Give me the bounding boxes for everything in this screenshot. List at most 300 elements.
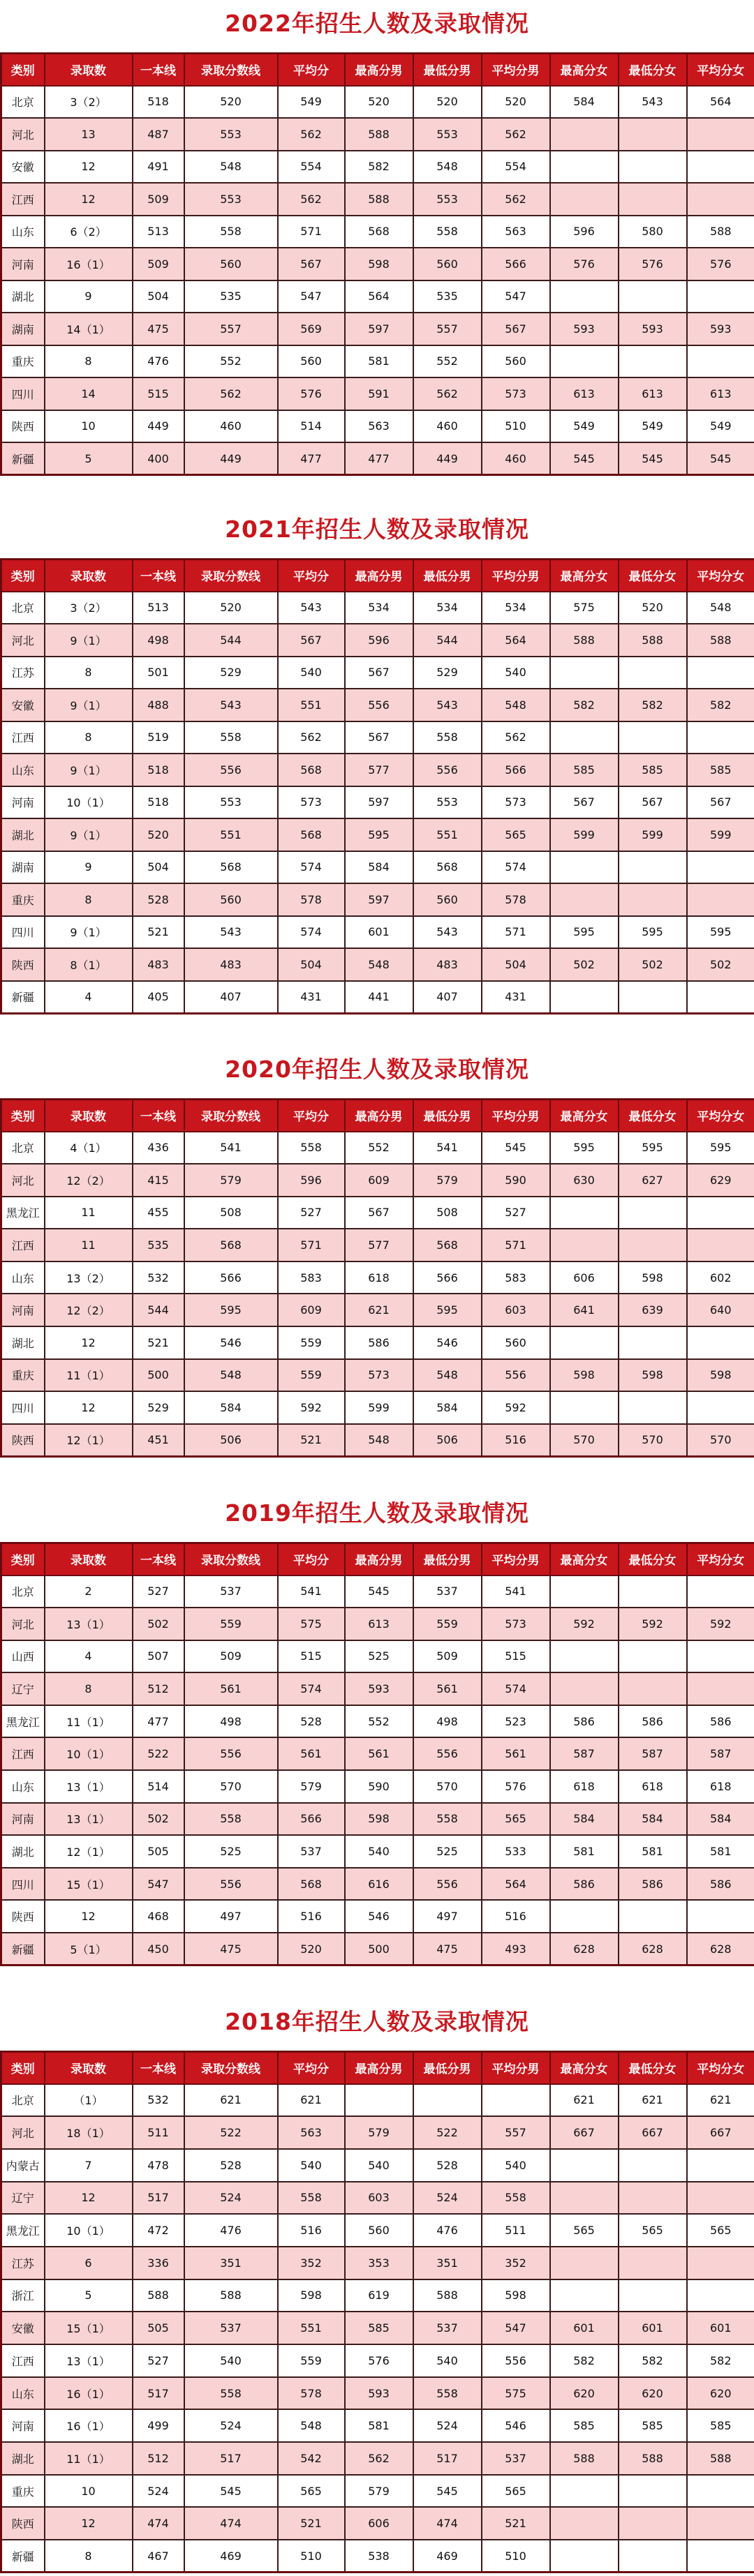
province-cell: 河北	[1, 2116, 45, 2149]
table-cell: 616	[345, 1868, 413, 1901]
table-cell	[550, 118, 619, 151]
table-cell	[619, 1575, 687, 1608]
table-cell: 11（1）	[45, 2442, 133, 2475]
table-cell: 450	[133, 1933, 184, 1965]
table-cell: 18（1）	[45, 2116, 133, 2149]
table-cell: 628	[619, 1933, 687, 1965]
table-cell: 528	[278, 1705, 345, 1738]
table-cell: 587	[687, 1737, 754, 1770]
table-row	[1, 1197, 754, 1229]
table-cell: 543	[619, 86, 687, 119]
table-cell: 502	[687, 948, 754, 981]
column-header: 最低分男	[413, 560, 482, 592]
table-cell: 567	[345, 1197, 413, 1229]
table-cell: 593	[619, 313, 687, 345]
province-cell: 陕西	[1, 2507, 45, 2540]
table-cell: 8	[45, 1672, 133, 1705]
table-cell: 640	[687, 1294, 754, 1326]
table-cell: 558	[184, 1803, 278, 1836]
table-cell: 569	[278, 313, 345, 345]
table-cell: 601	[687, 2312, 754, 2344]
column-header: 录取数	[45, 54, 133, 86]
table-cell	[619, 151, 687, 184]
table-cell: 567	[619, 786, 687, 819]
province-cell: 四川	[1, 916, 45, 949]
table-cell: 585	[619, 754, 687, 786]
province-cell: 浙江	[1, 2279, 45, 2312]
table-cell: 585	[687, 754, 754, 786]
table-cell: 581	[550, 1835, 619, 1868]
table-row	[1, 1608, 754, 1640]
table-cell: 11	[45, 1197, 133, 1229]
table-cell	[687, 2247, 754, 2279]
table-cell: 579	[184, 1164, 278, 1197]
table-cell: 586	[345, 1326, 413, 1359]
table-cell: 541	[184, 1132, 278, 1165]
table-cell: 567	[345, 721, 413, 754]
table-row	[1, 2312, 754, 2344]
table-cell: 521	[278, 2507, 345, 2540]
table-cell	[687, 1229, 754, 1261]
column-header: 一本线	[133, 1100, 184, 1132]
column-header: 录取数	[45, 2052, 133, 2084]
table-cell: 548	[413, 1359, 482, 1392]
table-cell: 460	[482, 442, 550, 475]
table-cell: 8（1）	[45, 948, 133, 981]
table-cell: 518	[133, 86, 184, 119]
table-cell: 558	[278, 1132, 345, 1165]
table-cell: 520	[278, 1933, 345, 1965]
table-cell: 586	[619, 1705, 687, 1738]
table-cell	[619, 2247, 687, 2279]
column-header: 平均分女	[687, 560, 754, 592]
province-cell: 新疆	[1, 2540, 45, 2573]
table-cell: 524	[184, 2182, 278, 2215]
table-row	[1, 2442, 754, 2475]
table-cell: 619	[345, 2279, 413, 2312]
table-cell: 511	[133, 2116, 184, 2149]
table-cell: 500	[133, 1359, 184, 1392]
table-cell: 588	[184, 2279, 278, 2312]
table-cell: 532	[133, 1261, 184, 1294]
table-row	[1, 345, 754, 378]
table-cell: 595	[619, 916, 687, 949]
table-cell: 556	[413, 1737, 482, 1770]
province-cell: 新疆	[1, 442, 45, 475]
table-cell	[687, 183, 754, 216]
table-cell	[550, 280, 619, 313]
table-cell: 2	[45, 1575, 133, 1608]
table-cell	[619, 2475, 687, 2508]
table-cell: 4（1）	[45, 1132, 133, 1165]
table-cell: 561	[482, 1737, 550, 1770]
table-cell: 537	[413, 1575, 482, 1608]
table-cell: 598	[482, 2279, 550, 2312]
table-cell: 537	[413, 2312, 482, 2344]
table-row	[1, 183, 754, 216]
column-header: 最低分女	[619, 1100, 687, 1132]
table-cell: 528	[184, 2149, 278, 2182]
table-cell: 592	[687, 1608, 754, 1640]
table-cell: 540	[278, 2149, 345, 2182]
table-cell: 598	[619, 1261, 687, 1294]
table-cell: 515	[133, 377, 184, 410]
province-cell: 安徽	[1, 2312, 45, 2344]
table-cell: 549	[550, 410, 619, 443]
column-header: 录取数	[45, 560, 133, 592]
table-cell: 513	[133, 592, 184, 624]
table-cell: 584	[184, 1391, 278, 1424]
table-cell: 534	[413, 592, 482, 624]
table-cell: 521	[133, 916, 184, 949]
table-cell: 558	[184, 216, 278, 248]
table-cell: 588	[550, 624, 619, 657]
table-cell: 588	[619, 624, 687, 657]
table-row	[1, 2507, 754, 2540]
table-cell: 571	[482, 1229, 550, 1261]
table-cell: 498	[184, 1705, 278, 1738]
table-cell: 541	[413, 1132, 482, 1165]
province-cell: 江西	[1, 1737, 45, 1770]
province-cell: 山西	[1, 1640, 45, 1673]
table-cell: 588	[687, 216, 754, 248]
table-cell: 521	[133, 1326, 184, 1359]
table-cell: 547	[482, 280, 550, 313]
table-cell: 553	[413, 786, 482, 819]
table-cell	[550, 851, 619, 884]
table-row	[1, 2182, 754, 2215]
table-cell: 517	[413, 2442, 482, 2475]
table-cell: 10	[45, 2475, 133, 2508]
table-cell: 613	[619, 377, 687, 410]
table-cell: 579	[345, 2116, 413, 2149]
column-header: 最高分男	[345, 1543, 413, 1575]
table-cell: 582	[687, 2344, 754, 2377]
table-cell: 6	[45, 2247, 133, 2279]
table-row	[1, 624, 754, 657]
table-cell: 578	[278, 2377, 345, 2410]
table-cell	[619, 981, 687, 1014]
table-cell: 545	[482, 1132, 550, 1165]
table-cell: 487	[133, 118, 184, 151]
table-cell: 553	[184, 786, 278, 819]
table-cell	[619, 883, 687, 916]
table-cell: 566	[482, 754, 550, 786]
table-cell: 573	[482, 377, 550, 410]
table-cell: 560	[184, 883, 278, 916]
table-row	[1, 2247, 754, 2279]
table-cell: 592	[482, 1391, 550, 1424]
table-cell: 407	[184, 981, 278, 1014]
table-cell: 565	[278, 2475, 345, 2508]
column-header: 最高分女	[550, 560, 619, 592]
table-cell: 597	[345, 883, 413, 916]
table-cell: 436	[133, 1132, 184, 1165]
table-cell	[550, 657, 619, 689]
table-cell	[550, 183, 619, 216]
table-cell: 523	[482, 1705, 550, 1738]
table-cell: 598	[345, 1803, 413, 1836]
table-cell: 570	[550, 1424, 619, 1457]
table-cell: 587	[550, 1737, 619, 1770]
table-cell: 567	[687, 786, 754, 819]
table-cell: 582	[345, 151, 413, 184]
table-cell: 545	[345, 1575, 413, 1608]
table-cell: 579	[413, 1164, 482, 1197]
table-cell	[619, 183, 687, 216]
column-header: 平均分	[278, 2052, 345, 2084]
table-cell: 10（1）	[45, 786, 133, 819]
admission-table	[0, 558, 754, 1014]
column-header: 最低分男	[413, 54, 482, 86]
table-cell: 548	[413, 151, 482, 184]
column-header: 类别	[1, 560, 45, 592]
table-cell: 585	[550, 2409, 619, 2442]
table-cell: 9	[45, 280, 133, 313]
table-cell: 13（1）	[45, 1770, 133, 1803]
table-cell: 574	[278, 916, 345, 949]
table-cell: 10	[45, 410, 133, 443]
admission-table	[0, 1542, 754, 1966]
table-cell: 574	[482, 1672, 550, 1705]
table-cell: 12	[45, 151, 133, 184]
table-cell: 540	[278, 657, 345, 689]
table-row	[1, 1640, 754, 1673]
table-cell: 449	[413, 442, 482, 475]
table-cell: 529	[184, 657, 278, 689]
table-cell: 520	[619, 592, 687, 624]
table-cell: 537	[278, 1835, 345, 1868]
table-cell: 585	[345, 2312, 413, 2344]
table-cell	[687, 1197, 754, 1229]
table-cell: 537	[184, 2312, 278, 2344]
table-cell: 12（1）	[45, 1835, 133, 1868]
table-cell: 562	[482, 183, 550, 216]
table-cell: 601	[550, 2312, 619, 2344]
table-cell: 477	[345, 442, 413, 475]
table-cell: 543	[413, 916, 482, 949]
table-cell	[619, 280, 687, 313]
table-cell	[550, 2247, 619, 2279]
province-cell: 湖南	[1, 851, 45, 884]
table-row	[1, 118, 754, 151]
table-cell: 540	[345, 1835, 413, 1868]
column-header: 录取分数线	[184, 2052, 278, 2084]
column-header: 最高分男	[345, 2052, 413, 2084]
table-cell: 509	[413, 1640, 482, 1673]
table-cell: 483	[413, 948, 482, 981]
table-cell: 4	[45, 981, 133, 1014]
table-cell	[687, 118, 754, 151]
table-cell: 476	[413, 2214, 482, 2247]
table-cell: 535	[184, 280, 278, 313]
table-cell: 621	[619, 2084, 687, 2117]
table-cell	[619, 721, 687, 754]
table-cell	[687, 2475, 754, 2508]
province-cell: 陕西	[1, 410, 45, 443]
table-cell: 584	[619, 1803, 687, 1836]
table-row	[1, 2116, 754, 2149]
table-cell: 582	[687, 689, 754, 721]
province-cell: 湖北	[1, 280, 45, 313]
table-cell	[687, 2507, 754, 2540]
header-row	[1, 2052, 754, 2084]
table-row	[1, 818, 754, 851]
header-row	[1, 1100, 754, 1132]
table-cell	[550, 151, 619, 184]
table-cell: 603	[482, 1294, 550, 1326]
table-cell: 505	[133, 1835, 184, 1868]
column-header: 最低分女	[619, 54, 687, 86]
province-cell: 湖北	[1, 2442, 45, 2475]
table-cell: 516	[482, 1424, 550, 1457]
table-cell: 562	[413, 377, 482, 410]
table-cell: 521	[482, 2507, 550, 2540]
table-row	[1, 851, 754, 884]
table-cell	[619, 2149, 687, 2182]
column-header: 录取分数线	[184, 1543, 278, 1575]
header-row	[1, 560, 754, 592]
table-cell: 559	[278, 2344, 345, 2377]
table-cell: 517	[133, 2182, 184, 2215]
table-cell: 10（1）	[45, 1737, 133, 1770]
table-cell: 504	[133, 280, 184, 313]
table-cell: 14（1）	[45, 313, 133, 345]
table-cell: 12	[45, 2182, 133, 2215]
table-cell: 584	[550, 86, 619, 119]
table-cell: 534	[482, 592, 550, 624]
table-row	[1, 216, 754, 248]
table-cell: 515	[278, 1640, 345, 1673]
table-cell: 586	[619, 1868, 687, 1901]
province-cell: 山东	[1, 754, 45, 786]
table-cell	[687, 2540, 754, 2573]
table-cell: 477	[278, 442, 345, 475]
table-cell: 558	[413, 2377, 482, 2410]
table-cell: 561	[345, 1737, 413, 1770]
table-cell: 602	[687, 1261, 754, 1294]
table-cell	[619, 118, 687, 151]
table-cell: 584	[550, 1803, 619, 1836]
table-cell: 578	[278, 883, 345, 916]
column-header: 平均分男	[482, 1543, 550, 1575]
column-header: 类别	[1, 1543, 45, 1575]
table-cell: 544	[413, 624, 482, 657]
table-cell: 568	[278, 1868, 345, 1901]
province-cell: 河北	[1, 624, 45, 657]
province-cell: 河北	[1, 118, 45, 151]
column-header: 最低分女	[619, 560, 687, 592]
table-cell: 511	[482, 2214, 550, 2247]
table-cell: 505	[133, 2312, 184, 2344]
table-cell	[687, 1391, 754, 1424]
table-cell: 630	[550, 1164, 619, 1197]
table-cell: 620	[687, 2377, 754, 2410]
table-cell: 552	[184, 345, 278, 378]
table-cell	[550, 2182, 619, 2215]
table-cell: 565	[482, 818, 550, 851]
column-header: 平均分男	[482, 1100, 550, 1132]
table-cell: 507	[133, 1640, 184, 1673]
table-cell: 540	[413, 2344, 482, 2377]
section-title: 2018年招生人数及录取情况	[225, 2008, 529, 2035]
table-row	[1, 2475, 754, 2508]
table-row	[1, 2279, 754, 2312]
table-row	[1, 2084, 754, 2117]
table-cell: 8	[45, 2540, 133, 2573]
table-row	[1, 1933, 754, 1965]
column-header: 最高分男	[345, 560, 413, 592]
table-cell: 595	[413, 1294, 482, 1326]
table-cell: 564	[687, 86, 754, 119]
table-cell: 13（1）	[45, 2344, 133, 2377]
table-cell	[687, 2149, 754, 2182]
table-cell: 563	[278, 2116, 345, 2149]
table-cell: 596	[278, 1164, 345, 1197]
table-cell: 560	[278, 345, 345, 378]
table-cell: 570	[413, 1770, 482, 1803]
column-header: 类别	[1, 1100, 45, 1132]
table-cell: 592	[550, 1608, 619, 1640]
table-cell: 620	[619, 2377, 687, 2410]
table-cell: 510	[278, 2540, 345, 2573]
table-row	[1, 1424, 754, 1457]
table-cell: 497	[184, 1900, 278, 1933]
table-cell: 621	[687, 2084, 754, 2117]
table-cell: 545	[413, 2475, 482, 2508]
table-cell	[482, 2084, 550, 2117]
table-cell: 498	[413, 1705, 482, 1738]
table-cell: 548	[345, 948, 413, 981]
table-cell: 575	[550, 592, 619, 624]
table-cell	[687, 981, 754, 1014]
table-cell: 592	[619, 1608, 687, 1640]
table-cell: 552	[413, 345, 482, 378]
table-cell: 9（1）	[45, 916, 133, 949]
table-cell: 520	[184, 86, 278, 119]
table-cell: 588	[550, 2442, 619, 2475]
province-cell: 新疆	[1, 981, 45, 1014]
table-cell: 567	[278, 624, 345, 657]
section-title: 2022年招生人数及录取情况	[225, 10, 529, 37]
table-cell: 474	[413, 2507, 482, 2540]
table-cell: 585	[687, 2409, 754, 2442]
province-cell: 北京	[1, 1132, 45, 1165]
table-cell: 518	[133, 754, 184, 786]
table-cell: 574	[278, 851, 345, 884]
table-cell	[687, 721, 754, 754]
table-cell: 580	[619, 216, 687, 248]
table-cell: 586	[550, 1705, 619, 1738]
table-cell: 595	[345, 818, 413, 851]
table-cell: 510	[482, 410, 550, 443]
table-cell: 528	[133, 883, 184, 916]
column-header: 平均分男	[482, 54, 550, 86]
province-cell: 四川	[1, 377, 45, 410]
table-cell	[687, 2182, 754, 2215]
table-cell	[550, 1326, 619, 1359]
table-row	[1, 1737, 754, 1770]
table-cell: 566	[482, 248, 550, 280]
table-cell: 548	[345, 1424, 413, 1457]
column-header: 一本线	[133, 2052, 184, 2084]
table-cell: 581	[619, 1835, 687, 1868]
province-cell: 辽宁	[1, 2182, 45, 2215]
table-cell: 571	[482, 916, 550, 949]
table-cell: 571	[278, 1229, 345, 1261]
table-cell: 522	[133, 1737, 184, 1770]
table-cell: 562	[345, 2442, 413, 2475]
